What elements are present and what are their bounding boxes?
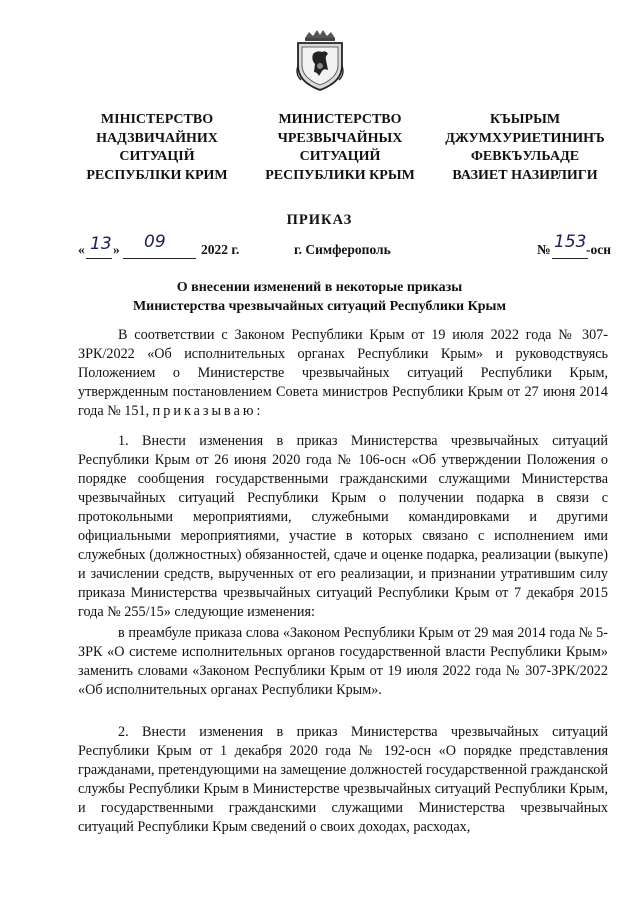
order-word: приказываю:: [152, 403, 264, 419]
header-line: МІНІСТЕРСТВО: [100, 112, 214, 127]
subject-line: О внесении изменений в некоторые приказы: [176, 280, 463, 295]
header-line: РЕСПУБЛІКИ КРИМ: [86, 167, 228, 183]
ministry-header: [0, 111, 639, 185]
quote-close: »: [113, 242, 120, 257]
quote-open: «: [78, 242, 85, 257]
header-line: МИНИСТЕРСТВО: [278, 112, 402, 127]
header-line: НАДЗВИЧАЙНИХ: [96, 130, 218, 146]
paragraph-preamble: [78, 326, 608, 421]
header-line: КЪЫРЫМ: [489, 112, 561, 127]
document-title: ПРИКАЗ: [286, 212, 353, 228]
number-prefix: №: [537, 242, 551, 257]
paragraph-text: В соответствии с Законом Республики Крым от 19 июля 2022 года № 307-ЗРК/2022 «Об исполнительных органах Республики Крым» и руководствуясь Положением о Министерстве чрезвычайных ситуаций Республики Крым, утвержденным постановлением Совета министров Республики Крым от 27 июня 2014 года № 151,: [78, 327, 608, 419]
date-line: [0, 232, 639, 262]
subject-line: Министерства чрезвычайных ситуаций Республики Крым: [132, 299, 507, 314]
paragraph-item-1: 1. Внести изменения в приказ Министерства чрезвычайных ситуаций Республики Крым от 26 июня 2020 года № 106-осн «Об утверждении Положения о порядке сообщения государственными гражданскими служащими Министерства чрезвычайных ситуаций Республики Крым о получении подарка в связи с протокольными мероприятиями, служебными командировками и другими официальными мероприятиями, участие в которых связано с исполнением ими служебных (должностных) обязанностей, сдаче и оценке подарка, реализации (выкупе) и зачислении средств, вырученных от его реализации, и признании утратившим силу приказа Министерства чрезвычайных ситуаций Республики Крым от 7 декабря 2015 года № 255/15» следующие изменения:: [78, 433, 608, 620]
header-line: ДЖУМХУРИЕТИНИНЪ: [445, 130, 605, 146]
number-suffix: -осн: [586, 242, 612, 257]
header-crimean-tatar: [425, 111, 625, 185]
header-line: ЧРЕЗВЫЧАЙНЫХ: [277, 130, 403, 146]
document-subject: [0, 278, 639, 316]
header-ukrainian: [79, 111, 235, 185]
header-line: СИТУАЦІЙ: [119, 149, 195, 164]
year: 2022 г.: [201, 242, 240, 257]
handwritten-day: 13: [90, 234, 112, 254]
handwritten-number: 153: [554, 232, 587, 252]
city: г. Симферополь: [294, 242, 391, 257]
paragraph-item-2: 2. Внести изменения в приказ Министерства чрезвычайных ситуаций Республики Крым от 1 декабря 2020 года № 192-осн «О порядке представления гражданами, претендующими на замещение должностей государственной гражданской службы Республики Крым в Министерстве чрезвычайных ситуаций Республики Крым, и государственными гражданскими служащими Министерства чрезвычайных ситуаций Республики Крым сведений о своих доходах, расходах,: [78, 724, 608, 835]
header-line: СИТУАЦИЙ: [299, 149, 381, 164]
header-line: РЕСПУБЛИКИ КРЫМ: [265, 167, 415, 183]
header-russian: [255, 111, 425, 185]
coat-of-arms-icon: [295, 30, 345, 92]
header-line: ВАЗИЕТ НАЗИРЛИГИ: [452, 167, 598, 183]
paragraph-item-1-change: в преамбуле приказа слова «Законом Республики Крым от 29 мая 2014 года № 5-ЗРК «О системе исполнительных органов государственной власти Республики Крым» заменить словами «Законом Республики Крым от 19 июля 2022 года № 307-ЗРК/2022 «Об исполнительных органах Республики Крым».: [78, 625, 608, 698]
handwritten-month: 09: [144, 232, 166, 252]
header-line: ФЕВКЪУЛЬАДЕ: [470, 149, 580, 164]
